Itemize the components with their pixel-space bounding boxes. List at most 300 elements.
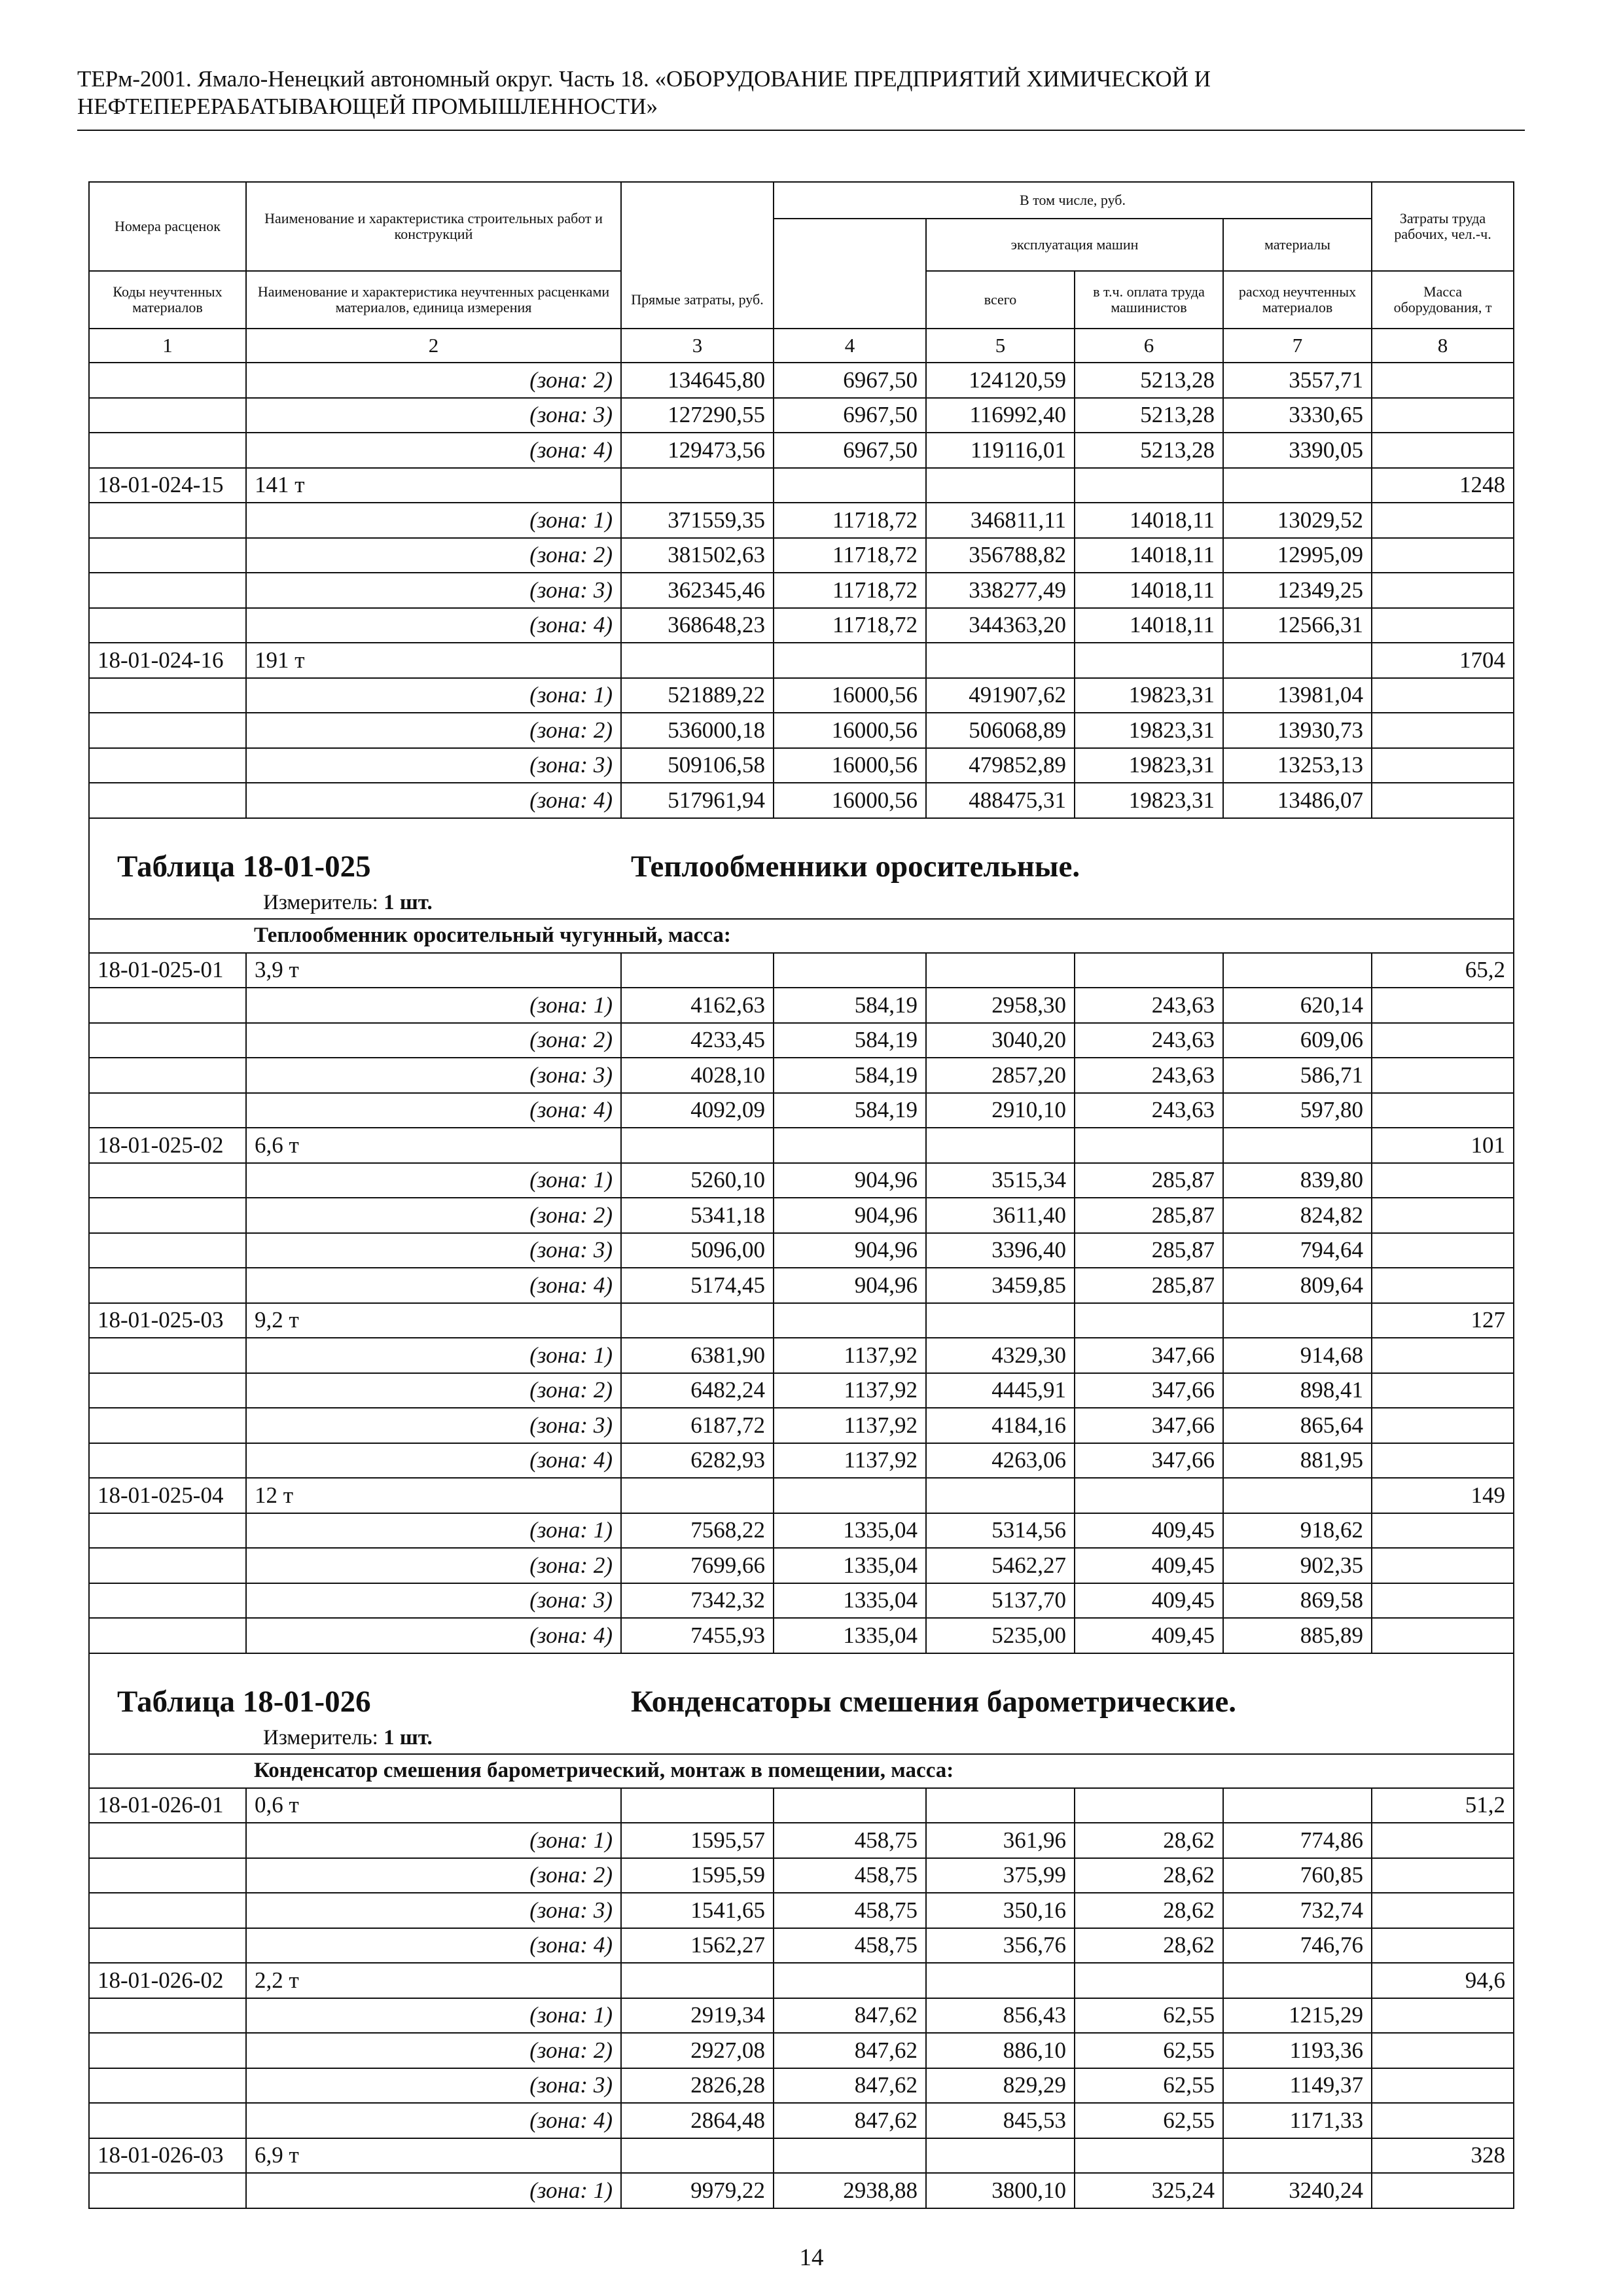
empty-cell [1223,468,1372,503]
zone-label: (зона: 3) [246,1058,621,1093]
zone-label: (зона: 4) [246,1268,621,1303]
direct-costs-cell: 4092,09 [621,1093,774,1128]
machines-total-cell: 116992,40 [926,398,1075,433]
workers-pay-cell: 1335,04 [774,1583,926,1619]
machines-total-cell: 375,99 [926,1858,1075,1893]
zone-label: (зона: 2) [246,1548,621,1583]
zone-label: (зона: 4) [246,1093,621,1128]
mass-cell [1372,783,1514,818]
section-026 [89,1653,1514,1788]
table-row [89,1233,1514,1268]
machinists-pay-cell: 243,63 [1075,1093,1223,1128]
mass-cell [1372,2173,1514,2208]
empty-cell [621,468,774,503]
materials-cell: 13029,52 [1223,503,1372,538]
machines-total-cell: 5235,00 [926,1618,1075,1653]
page-header [77,65,1537,120]
mass-cell [1372,748,1514,783]
mass-cell [1372,1233,1514,1268]
empty-cell [621,1478,774,1513]
col-number: 4 [774,329,926,363]
mass-cell [1372,2068,1514,2104]
mass-cell [1372,1548,1514,1583]
machines-total-cell: 2910,10 [926,1093,1075,1128]
workers-pay-cell: 904,96 [774,1233,926,1268]
zone-label: (зона: 1) [246,1823,621,1858]
machinists-pay-cell: 409,45 [1075,1548,1223,1583]
machinists-pay-cell: 62,55 [1075,2103,1223,2138]
rate-name: 6,6 т [246,1128,621,1163]
materials-cell: 898,41 [1223,1373,1372,1408]
machinists-pay-cell: 347,66 [1075,1338,1223,1373]
empty-cell [774,1128,926,1163]
table-row [89,1893,1514,1928]
materials-cell: 1171,33 [1223,2103,1372,2138]
empty-cell [621,2138,774,2174]
machines-total-cell: 506068,89 [926,713,1075,748]
rate-code: 18-01-025-02 [89,1128,246,1163]
mass-cell [1372,1998,1514,2034]
zone-label: (зона: 4) [246,783,621,818]
zone-label: (зона: 2) [246,2033,621,2068]
machines-total-cell: 4184,16 [926,1408,1075,1443]
mass-cell [1372,1408,1514,1443]
header-line-2: НЕФТЕПЕРЕРАБАТЫВАЮЩЕЙ ПРОМЫШЛЕННОСТИ» [77,94,658,119]
zone-label: (зона: 2) [246,1198,621,1233]
rate-row [89,1303,1514,1338]
mass-cell [1372,2103,1514,2138]
section-title: Таблица 18-01-026 [117,1684,371,1719]
direct-costs-cell: 6187,72 [621,1408,774,1443]
mass-cell [1372,538,1514,573]
workers-pay-cell: 847,62 [774,2103,926,2138]
zone-label: (зона: 2) [246,538,621,573]
mass-cell [1372,608,1514,643]
workers-pay-cell: 16000,56 [774,783,926,818]
workers-pay-cell: 584,19 [774,1058,926,1093]
empty-cell [774,2138,926,2174]
empty-cell [1075,953,1223,988]
workers-pay-cell: 1335,04 [774,1513,926,1549]
materials-cell: 609,06 [1223,1023,1372,1058]
code-cell [89,748,246,783]
materials-cell: 1193,36 [1223,2033,1372,2068]
table-row [89,1513,1514,1549]
machines-total-cell: 344363,20 [926,608,1075,643]
mass-cell [1372,398,1514,433]
direct-costs-cell: 1595,57 [621,1823,774,1858]
code-cell [89,1058,246,1093]
group-spacer [89,919,246,953]
machinists-pay-cell: 243,63 [1075,988,1223,1023]
materials-cell: 13253,13 [1223,748,1372,783]
table-row [89,1093,1514,1128]
mass-cell [1372,1513,1514,1549]
materials-cell: 774,86 [1223,1823,1372,1858]
table-row [89,1023,1514,1058]
machines-total-cell: 4329,30 [926,1338,1075,1373]
empty-cell [1223,643,1372,678]
direct-costs-cell: 6282,93 [621,1443,774,1479]
mass-cell [1372,1858,1514,1893]
code-cell [89,988,246,1023]
workers-pay-cell: 584,19 [774,1093,926,1128]
empty-cell [926,1128,1075,1163]
mass-cell [1372,363,1514,398]
workers-pay-cell: 16000,56 [774,713,926,748]
materials-cell: 12349,25 [1223,573,1372,608]
col-codes-unaccounted: Коды неучтенных материалов [89,271,246,329]
zone-label: (зона: 4) [246,2103,621,2138]
materials-cell: 885,89 [1223,1618,1372,1653]
rate-name: 2,2 т [246,1963,621,1998]
empty-cell [1075,1788,1223,1823]
mass-cell [1372,1443,1514,1479]
workers-pay-cell: 16000,56 [774,748,926,783]
empty-cell [774,953,926,988]
direct-costs-cell: 7342,32 [621,1583,774,1619]
empty-cell [1075,1303,1223,1338]
zone-label: (зона: 3) [246,1583,621,1619]
rate-code: 18-01-025-04 [89,1478,246,1513]
machinists-pay-cell: 285,87 [1075,1268,1223,1303]
col-in-total: В том числе, руб. [774,182,1372,219]
direct-costs-cell: 2864,48 [621,2103,774,2138]
materials-cell: 597,80 [1223,1093,1372,1128]
table-row [89,748,1514,783]
unit-value: 1 шт. [383,890,433,914]
empty-cell [1075,1963,1223,1998]
direct-costs-cell: 4162,63 [621,988,774,1023]
machinists-pay-cell: 5213,28 [1075,398,1223,433]
direct-costs-cell: 2927,08 [621,2033,774,2068]
table-row [89,1373,1514,1408]
mass-cell [1372,1823,1514,1858]
table-row [89,678,1514,713]
table-row [89,398,1514,433]
direct-costs-cell: 127290,55 [621,398,774,433]
rate-code: 18-01-024-15 [89,468,246,503]
workers-pay-cell: 11718,72 [774,538,926,573]
direct-costs-cell: 362345,46 [621,573,774,608]
table-row [89,1583,1514,1619]
section-description: Теплообменники оросительные. [631,849,1080,884]
table-row [89,1408,1514,1443]
zone-label: (зона: 1) [246,678,621,713]
empty-cell [926,468,1075,503]
zone-label: (зона: 1) [246,1513,621,1549]
col-name: Наименование и характеристика строительных работ и конструкций [246,182,621,271]
zone-label: (зона: 2) [246,1858,621,1893]
code-cell [89,2173,246,2208]
unit-label: Измеритель: [263,1725,378,1749]
group-title: Конденсатор смешения барометрический, монтаж в помещении, масса: [246,1754,1514,1788]
mass-cell [1372,1093,1514,1128]
machinists-pay-cell: 409,45 [1075,1513,1223,1549]
materials-cell: 809,64 [1223,1268,1372,1303]
machinists-pay-cell: 14018,11 [1075,608,1223,643]
zone-label: (зона: 1) [246,1998,621,2034]
machines-total-cell: 2857,20 [926,1058,1075,1093]
table-row [89,713,1514,748]
direct-costs-cell: 5260,10 [621,1163,774,1198]
table-row [89,538,1514,573]
direct-costs-cell: 2826,28 [621,2068,774,2104]
code-cell [89,503,246,538]
zone-label: (зона: 4) [246,1618,621,1653]
code-cell [89,1928,246,1964]
machines-total-cell: 3459,85 [926,1268,1075,1303]
empty-cell [926,1303,1075,1338]
materials-cell: 732,74 [1223,1893,1372,1928]
col-materials: материалы [1223,219,1372,271]
code-cell [89,363,246,398]
rate-blocks-025 [89,953,1514,1653]
machinists-pay-cell: 347,66 [1075,1408,1223,1443]
empty-cell [926,643,1075,678]
col-name-unaccounted: Наименование и характеристика неучтенных расценками материалов, единица измерения [246,271,621,329]
materials-cell: 839,80 [1223,1163,1372,1198]
code-cell [89,608,246,643]
materials-cell: 12566,31 [1223,608,1372,643]
machines-total-cell: 356788,82 [926,538,1075,573]
machinists-pay-cell: 14018,11 [1075,538,1223,573]
code-cell [89,1618,246,1653]
empty-cell [926,1478,1075,1513]
machines-total-cell: 488475,31 [926,783,1075,818]
materials-cell: 881,95 [1223,1443,1372,1479]
machinists-pay-cell: 62,55 [1075,2068,1223,2104]
zone-label: (зона: 3) [246,748,621,783]
direct-costs-cell: 5174,45 [621,1268,774,1303]
mass-cell [1372,433,1514,468]
mass-cell [1372,503,1514,538]
machines-total-cell: 356,76 [926,1928,1075,1964]
workers-pay-cell: 584,19 [774,988,926,1023]
code-cell [89,1093,246,1128]
mass-cell [1372,1338,1514,1373]
workers-pay-cell: 458,75 [774,1823,926,1858]
materials-cell: 824,82 [1223,1198,1372,1233]
materials-cell: 3240,24 [1223,2173,1372,2208]
empty-cell [621,1303,774,1338]
machinists-pay-cell: 28,62 [1075,1823,1223,1858]
empty-cell [1075,468,1223,503]
equipment-mass: 65,2 [1372,953,1514,988]
zone-label: (зона: 2) [246,713,621,748]
machines-total-cell: 3396,40 [926,1233,1075,1268]
workers-pay-cell: 11718,72 [774,503,926,538]
materials-cell: 620,14 [1223,988,1372,1023]
workers-pay-cell: 2938,88 [774,2173,926,2208]
workers-pay-cell: 458,75 [774,1928,926,1964]
section-unit [263,891,433,915]
materials-cell: 13930,73 [1223,713,1372,748]
code-cell [89,678,246,713]
empty-cell [774,468,926,503]
zone-label: (зона: 3) [246,398,621,433]
machinists-pay-cell: 19823,31 [1075,748,1223,783]
rate-name: 3,9 т [246,953,621,988]
code-cell [89,1583,246,1619]
group-title: Теплообменник оросительный чугунный, масса: [246,919,1514,953]
machines-total-cell: 491907,62 [926,678,1075,713]
machines-total-cell: 4263,06 [926,1443,1075,1479]
code-cell [89,1338,246,1373]
table-row [89,1198,1514,1233]
direct-costs-cell: 368648,23 [621,608,774,643]
code-cell [89,398,246,433]
code-cell [89,1373,246,1408]
direct-costs-cell: 4233,45 [621,1023,774,1058]
table-row [89,503,1514,538]
machines-total-cell: 5314,56 [926,1513,1075,1549]
direct-costs-cell: 9979,22 [621,2173,774,2208]
direct-costs-cell: 5096,00 [621,1233,774,1268]
col-total: всего [926,271,1075,329]
machinists-pay-cell: 62,55 [1075,1998,1223,2034]
empty-cell [1075,1478,1223,1513]
code-cell [89,1893,246,1928]
materials-cell: 914,68 [1223,1338,1372,1373]
col-number: 1 [89,329,246,363]
materials-cell: 3330,65 [1223,398,1372,433]
direct-costs-cell: 1562,27 [621,1928,774,1964]
workers-pay-cell: 6967,50 [774,398,926,433]
header-rule [77,130,1525,131]
col-workers-top [774,219,926,329]
machines-total-cell: 856,43 [926,1998,1075,2034]
col-labor-costs: Затраты труда рабочих, чел.-ч. [1372,182,1514,271]
empty-cell [774,1478,926,1513]
table-row [89,1998,1514,2034]
equipment-mass: 328 [1372,2138,1514,2174]
direct-costs-cell: 4028,10 [621,1058,774,1093]
machinists-pay-cell: 285,87 [1075,1233,1223,1268]
machinists-pay-cell: 62,55 [1075,2033,1223,2068]
direct-costs-cell: 521889,22 [621,678,774,713]
direct-costs-cell: 6381,90 [621,1338,774,1373]
section-title: Таблица 18-01-025 [117,849,371,884]
zone-label: (зона: 2) [246,1023,621,1058]
workers-pay-cell: 1137,92 [774,1408,926,1443]
col-machines: эксплуатация машин [926,219,1223,271]
equipment-mass: 127 [1372,1303,1514,1338]
machinists-pay-cell: 409,45 [1075,1618,1223,1653]
workers-pay-cell: 847,62 [774,1998,926,2034]
zone-label: (зона: 4) [246,608,621,643]
section-025 [89,818,1514,953]
code-cell [89,433,246,468]
empty-cell [926,2138,1075,2174]
materials-cell: 902,35 [1223,1548,1372,1583]
empty-cell [774,1788,926,1823]
machinists-pay-cell: 28,62 [1075,1893,1223,1928]
col-incl-machinists: в т.ч. оплата труда машинистов [1075,271,1223,329]
direct-costs-cell: 129473,56 [621,433,774,468]
table-row [89,2103,1514,2138]
table-row [89,2033,1514,2068]
table-row [89,1823,1514,1858]
zone-label: (зона: 2) [246,363,621,398]
table-row [89,608,1514,643]
code-cell [89,573,246,608]
empty-cell [621,1788,774,1823]
mass-cell [1372,1928,1514,1964]
direct-costs-cell: 6482,24 [621,1373,774,1408]
materials-cell: 12995,09 [1223,538,1372,573]
materials-cell: 13981,04 [1223,678,1372,713]
code-cell [89,713,246,748]
materials-cell: 869,58 [1223,1583,1372,1619]
equipment-mass: 1704 [1372,643,1514,678]
table-row [89,1163,1514,1198]
group-spacer [89,1754,246,1788]
col-number: 7 [1223,329,1372,363]
machines-total-cell: 2958,30 [926,988,1075,1023]
mass-cell [1372,1373,1514,1408]
rate-code: 18-01-025-01 [89,953,246,988]
zone-label: (зона: 4) [246,433,621,468]
machines-total-cell: 3040,20 [926,1023,1075,1058]
workers-pay-cell: 1137,92 [774,1338,926,1373]
code-cell [89,1513,246,1549]
direct-costs-cell: 536000,18 [621,713,774,748]
machinists-pay-cell: 28,62 [1075,1928,1223,1964]
workers-pay-cell: 1137,92 [774,1373,926,1408]
machines-total-cell: 119116,01 [926,433,1075,468]
direct-costs-cell: 381502,63 [621,538,774,573]
workers-pay-cell: 16000,56 [774,678,926,713]
empty-cell [774,1303,926,1338]
rate-name: 141 т [246,468,621,503]
zone-label: (зона: 1) [246,1338,621,1373]
code-cell [89,2033,246,2068]
code-cell [89,783,246,818]
rate-name: 0,6 т [246,1788,621,1823]
machinists-pay-cell: 243,63 [1075,1023,1223,1058]
machines-total-cell: 4445,91 [926,1373,1075,1408]
table-row [89,1443,1514,1479]
materials-cell: 3557,71 [1223,363,1372,398]
direct-costs-cell: 134645,80 [621,363,774,398]
empty-cell [926,953,1075,988]
materials-cell: 865,64 [1223,1408,1372,1443]
zone-label: (зона: 1) [246,1163,621,1198]
rate-name: 12 т [246,1478,621,1513]
rate-row [89,1128,1514,1163]
direct-costs-cell: 2919,34 [621,1998,774,2034]
rate-code: 18-01-026-01 [89,1788,246,1823]
machines-total-cell: 886,10 [926,2033,1075,2068]
machines-total-cell: 346811,11 [926,503,1075,538]
zone-label: (зона: 1) [246,988,621,1023]
mass-cell [1372,1268,1514,1303]
zone-label: (зона: 3) [246,1408,621,1443]
materials-cell: 586,71 [1223,1058,1372,1093]
direct-costs-cell: 5341,18 [621,1198,774,1233]
machinists-pay-cell: 347,66 [1075,1373,1223,1408]
rate-blocks-026 [89,1788,1514,2208]
col-number: 2 [246,329,621,363]
zone-label: (зона: 1) [246,503,621,538]
materials-cell: 1149,37 [1223,2068,1372,2104]
machinists-pay-cell: 28,62 [1075,1858,1223,1893]
rate-row [89,1788,1514,1823]
unit-label: Измеритель: [263,890,378,914]
table-row [89,1858,1514,1893]
direct-costs-cell: 7568,22 [621,1513,774,1549]
